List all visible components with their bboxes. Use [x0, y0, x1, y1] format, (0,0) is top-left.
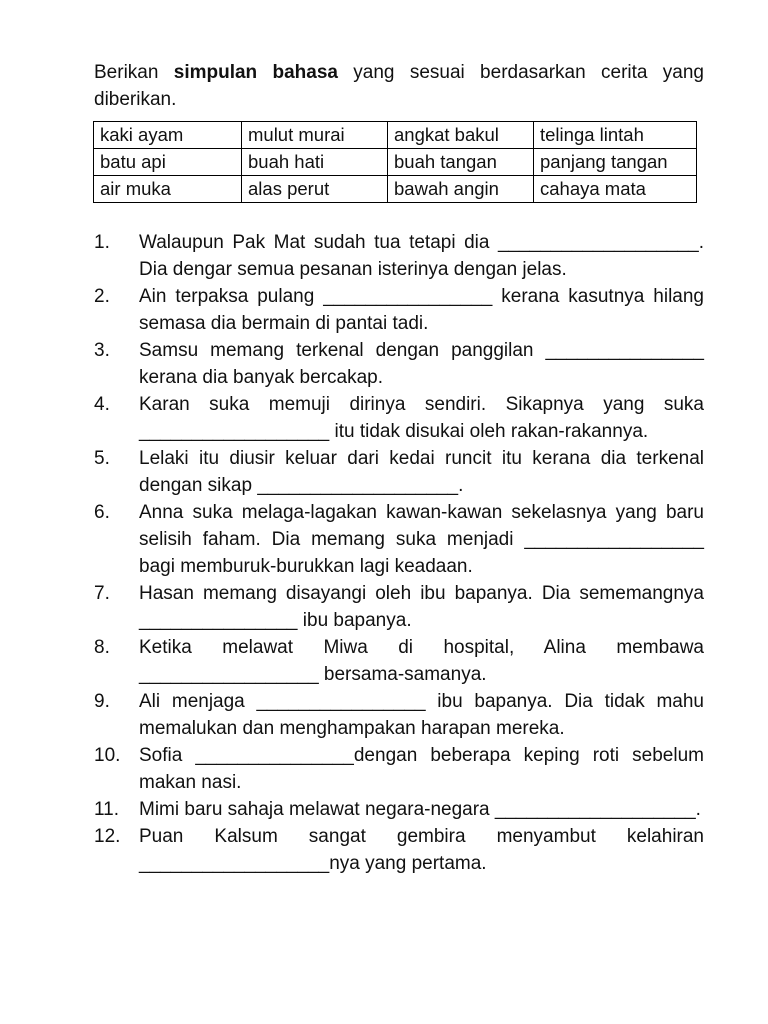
- question-text: Samsu memang terkenal dengan panggilan _______________ kerana dia banyak bercakap.: [139, 340, 704, 388]
- table-cell: panjang tangan: [534, 149, 697, 176]
- question-item: [94, 337, 704, 391]
- question-number: 6.: [94, 502, 110, 523]
- table-cell: mulut murai: [242, 122, 388, 149]
- question-number: 9.: [94, 691, 110, 712]
- table-row: [94, 122, 697, 149]
- table-row: [94, 149, 697, 176]
- question-text: Hasan memang disayangi oleh ibu bapanya. Dia sememangnya _______________ ibu bapanya.: [139, 583, 704, 631]
- question-item: [94, 823, 704, 877]
- question-number: 3.: [94, 340, 110, 361]
- question-list: [94, 229, 704, 877]
- question-text: Sofia _______________dengan beberapa keping roti sebelum makan nasi.: [139, 745, 704, 793]
- question-number: 11.: [94, 799, 120, 820]
- table-cell: bawah angin: [388, 176, 534, 203]
- question-number: 7.: [94, 583, 110, 604]
- question-text: Walaupun Pak Mat sudah tua tetapi dia ___________________. Dia dengar semua pesanan isterinya dengan jelas.: [139, 232, 704, 280]
- question-item: [94, 283, 704, 337]
- table-cell: cahaya mata: [534, 176, 697, 203]
- question-item: [94, 688, 704, 742]
- instruction-bold: simpulan bahasa: [173, 62, 338, 83]
- question-text: Ain terpaksa pulang ________________ kerana kasutnya hilang semasa dia bermain di pantai tadi.: [139, 286, 704, 334]
- question-item: [94, 229, 704, 283]
- question-item: [94, 580, 704, 634]
- question-text: Ketika melawat Miwa di hospital, Alina membawa _________________ bersama-samanya.: [139, 637, 704, 685]
- question-number: 8.: [94, 637, 110, 658]
- table-cell: alas perut: [242, 176, 388, 203]
- question-item: [94, 499, 704, 580]
- question-item: [94, 796, 704, 823]
- instruction-text: Berikan simpulan bahasa yang sesuai berdasarkan cerita yang diberikan.: [94, 62, 704, 110]
- table-cell: buah tangan: [388, 149, 534, 176]
- question-text: Anna suka melaga-lagakan kawan-kawan sekelasnya yang baru selisih faham. Dia memang suka menjadi _________________ bagi memburuk-burukkan lagi keadaan.: [139, 502, 704, 577]
- table-cell: kaki ayam: [94, 122, 242, 149]
- question-text: Puan Kalsum sangat gembira menyambut kelahiran __________________nya yang pertama.: [139, 826, 704, 874]
- question-item: [94, 445, 704, 499]
- question-number: 12.: [94, 826, 121, 847]
- question-number: 2.: [94, 286, 110, 307]
- table-cell: batu api: [94, 149, 242, 176]
- idiom-table: [93, 121, 697, 203]
- question-number: 1.: [94, 232, 110, 253]
- question-text: Mimi baru sahaja melawat negara-negara ___________________.: [139, 799, 701, 820]
- table-row: [94, 176, 697, 203]
- table-cell: air muka: [94, 176, 242, 203]
- table-cell: angkat bakul: [388, 122, 534, 149]
- table-cell: telinga lintah: [534, 122, 697, 149]
- question-number: 5.: [94, 448, 110, 469]
- question-text: Ali menjaga ________________ ibu bapanya. Dia tidak mahu memalukan dan menghampakan harapan mereka.: [139, 691, 704, 739]
- table-cell: buah hati: [242, 149, 388, 176]
- question-text: Karan suka memuji dirinya sendiri. Sikapnya yang suka __________________ itu tidak disukai oleh rakan-rakannya.: [139, 394, 704, 442]
- question-text: Lelaki itu diusir keluar dari kedai runcit itu kerana dia terkenal dengan sikap ___________________.: [139, 448, 704, 496]
- question-item: [94, 391, 704, 445]
- question-number: 10.: [94, 745, 121, 766]
- question-number: 4.: [94, 394, 110, 415]
- question-item: [94, 634, 704, 688]
- question-item: [94, 742, 704, 796]
